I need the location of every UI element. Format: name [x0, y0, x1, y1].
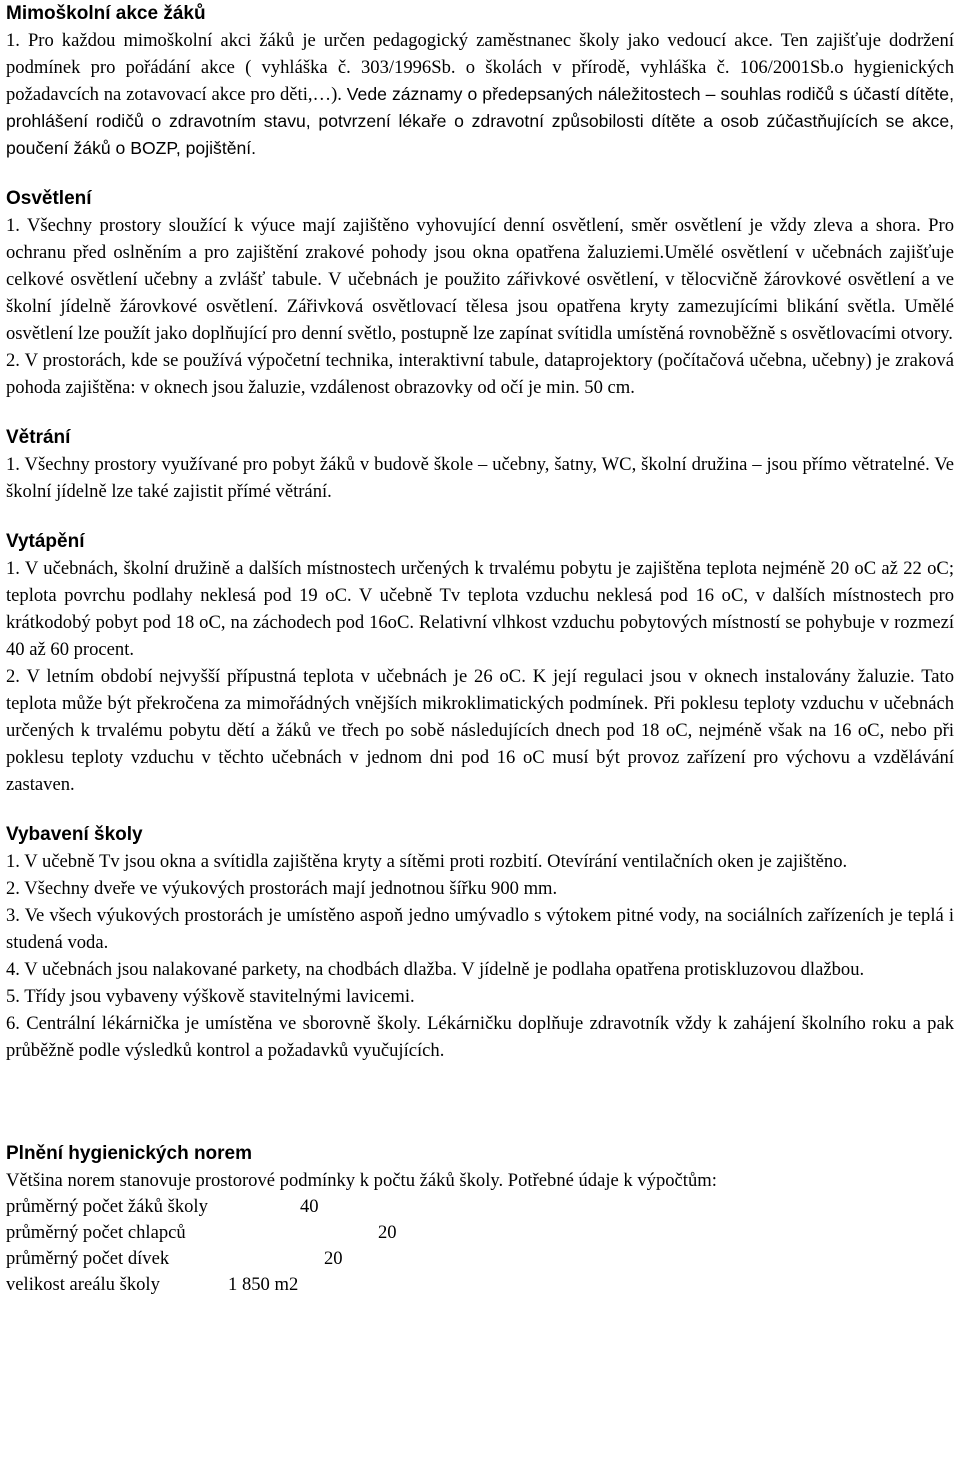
data-row-value: 20	[324, 1248, 343, 1269]
paragraph-vetrani-1: 1. Všechny prostory využívané pro pobyt žáků v budově škole – učebny, šatny, WC, školní družina – jsou přímo větratelné. Ve školní jídelně lze také zajistit přímé větrání.	[6, 454, 954, 502]
section-heading-plneni-norem: Plnění hygienických norem	[6, 1143, 253, 1164]
data-row-label: průměrný počet žáků školy	[6, 1196, 208, 1217]
data-row-value: 1 850 m2	[228, 1274, 299, 1295]
paragraph-osvetleni-1: 1. Všechny prostory sloužící k výuce mají zajištěno vyhovující denní osvětlení, směr osvětlení je vždy zleva a shora. Pro ochranu před oslněním a pro zajištění zrakové pohody jsou okna opatřena žaluziemi.Umělé osvětlení v učebnách zajišťuje celkové osvětlení učebny a zvlášť tabule. V učebnách je použito zářivkové osvětlení, v tělocvičně žárovkové osvětlení a ve školní jídelně žárovkové osvětlení. Zářivková osvětlovací tělesa jsou opatřena kryty zamezujícími blikání světla. Umělé osvětlení lze použít jako doplňující pro denní světlo, postupně lze zapínat svítidla umístěná rovnoběžně s osvětlovacími otvory.	[6, 215, 954, 344]
paragraph-mimoskolni-akce	[6, 27, 954, 162]
paragraph-plneni-intro: Většina norem stanovuje prostorové podmínky k počtu žáků školy. Potřebné údaje k výpočtům:	[6, 1170, 717, 1191]
section-heading-osvetleni: Osvětlení	[6, 188, 92, 209]
paragraph-vytapeni-2: 2. V letním období nejvyšší přípustná teplota v učebnách je 26 oC. K její regulaci jsou v oknech instalovány žaluzie. Tato teplota může být překročena za mimořádných vnějších mikroklimatických podmínek. Při poklesu teploty vzduchu v učebnách určených k trvalému pobytu dětí a žáků ve třech po sobě následujících dnech pod 18 oC, nejméně však na 16 oC, nebo při poklesu teploty vzduchu v těchto učebnách v jednom dni pod 16 oC musí být provoz zařízení pro výchovu a vzdělávání zastaven.	[6, 666, 954, 795]
list-item-vybaveni-4: 4. V učebnách jsou nalakované parkety, na chodbách dlažba. V jídelně je podlaha opatřena protiskluzovou dlažbou.	[6, 959, 865, 980]
paragraph-osvetleni-2: 2. V prostorách, kde se používá výpočetní technika, interaktivní tabule, dataprojektory (počítačová učebna, učebny) je zraková pohoda zajištěna: v oknech jsou žaluzie, vzdálenost obrazovky od očí je min. 50 cm.	[6, 350, 954, 398]
list-item-vybaveni-1: 1. V učebně Tv jsou okna a svítidla zajištěna kryty a sítěmi proti rozbití. Otevírání ventilačních oken je zajištěno.	[6, 851, 848, 872]
section-heading-vybaveni-skoly: Vybavení školy	[6, 824, 143, 845]
list-item-vybaveni-5: 5. Třídy jsou vybaveny výškově stavitelnými lavicemi.	[6, 986, 415, 1007]
data-row-value: 40	[300, 1196, 319, 1217]
paragraph-mimoskolni-serif-part: 1. Pro každou mimoškolní akci žáků je určen pedagogický zaměstnanec školy jako vedoucí akce. Ten zajišťuje dodržení podmínek pro pořádání akce ( vyhláška č. 303/1996Sb. o školách v přírodě, vyhláška č. 106/2001Sb.o hygienických požadavcích na zotavovací akce pro děti,…).	[6, 30, 954, 105]
list-item-vybaveni-3: 3. Ve všech výukových prostorách je umístěno aspoň jedno umývadlo s výtokem pitné vody, na sociálních zařízeních je teplá i studená voda.	[6, 905, 954, 953]
data-row-prumerny-pocet-divek	[6, 1246, 954, 1272]
data-row-value: 20	[378, 1222, 397, 1243]
data-row-prumerny-pocet-chlapcu	[6, 1220, 954, 1246]
data-row-velikost-arealu	[6, 1272, 954, 1298]
section-heading-mimoskolni-akce: Mimoškolní akce žáků	[6, 3, 206, 24]
paragraph-vytapeni-1: 1. V učebnách, školní družině a dalších místnostech určených k trvalému pobytu je zajištěna teplota nejméně 20 oC až 22 oC; teplota povrchu podlahy neklesá pod 19 oC. V učebně Tv teplota vzduchu neklesá pod 16 oC, v dalších místnostech pro krátkodobý pobyt pod 18 oC, na záchodech pod 16oC. Relativní vlhkost vzduchu pobytových místností se pohybuje v rozmezí 40 až 60 procent.	[6, 558, 954, 660]
list-item-vybaveni-2: 2. Všechny dveře ve výukových prostorách mají jednotnou šířku 900 mm.	[6, 878, 558, 899]
paragraph-mimoskolni-sans-part: Vede záznamy o předepsaných náležitostech – souhlas rodičů s účastí dítěte, prohlášení rodičů o zdravotním stavu, potvrzení lékaře o zdravotní způsobilosti dítěte a osob zúčastňujících se akce, poučení žáků o BOZP, pojištění.	[6, 84, 954, 158]
list-item-vybaveni-6: 6. Centrální lékárnička je umístěna ve sborovně školy. Lékárničku doplňuje zdravotník vždy k zahájení školního roku a pak průběžně podle výsledků kontrol a požadavků vyučujících.	[6, 1013, 954, 1061]
data-row-label: velikost areálu školy	[6, 1274, 160, 1295]
section-heading-vytapeni: Vytápění	[6, 531, 85, 552]
data-row-prumerny-pocet-zaku	[6, 1194, 954, 1220]
data-row-label: průměrný počet chlapců	[6, 1222, 186, 1243]
section-heading-vetrani: Větrání	[6, 427, 71, 448]
data-row-label: průměrný počet dívek	[6, 1248, 170, 1269]
